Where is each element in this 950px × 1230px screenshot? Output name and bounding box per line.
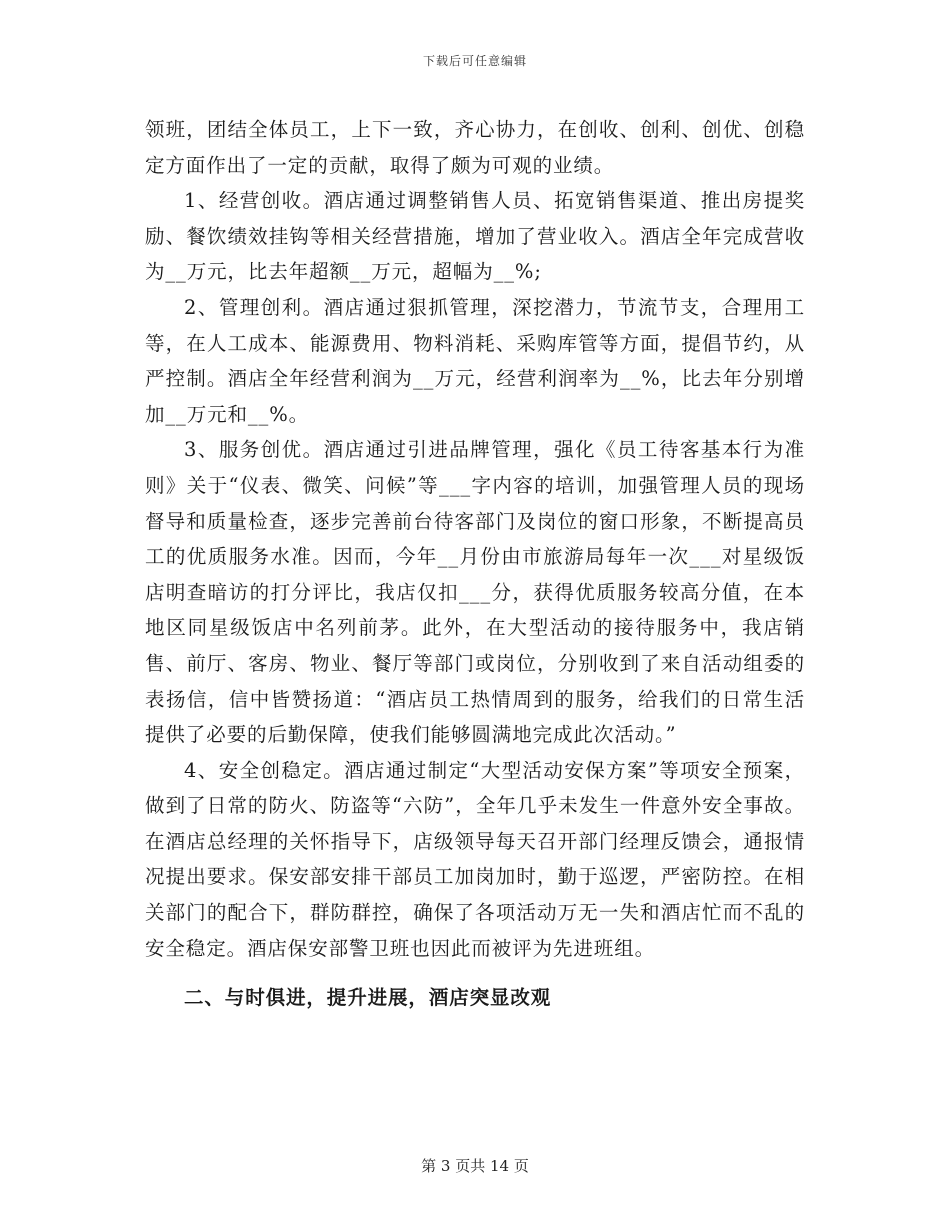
paragraph-continuation: 领班，团结全体员工，上下一致，齐心协力，在创收、创利、创优、创稳定方面作出了一定的贡献，取得了颇为可观的业绩。 — [145, 118, 805, 177]
page-number: 第 3 页共 14 页 — [421, 1157, 529, 1175]
paragraph-revenue: 1、经营创收。酒店通过调整销售人员、拓宽销售渠道、推出房提奖励、餐饮绩效挂钩等相关经营措施，增加了营业收入。酒店全年完成营收为__万元，比去年超额__万元，超幅为__%; — [145, 189, 805, 284]
section-heading: 二、与时俱进，提升进展，酒店突显改观 — [184, 986, 552, 1010]
paragraph-service: 3、服务创优。酒店通过引进品牌管理，强化《员工待客基本行为准则》关于“仪表、微笑、问候”等___字内容的培训，加强管理人员的现场督导和质量检查，逐步完善前台待客部门及岗位的窗口形象，不断提高员工的优质服务水准。因而，今年__月份由市旅游局每年一次___对星级饭店明查暗访的打分评比，我店仅扣___分，获得优质服务较高分值，在本地区同星级饭店中名列前茅。此外，在大型活动的接待服务中，我店销售、前厅、客房、物业、餐厅等部门或岗位，分别收到了来自活动组委的表扬信，信中皆赞扬道：“酒店员工热情周到的服务，给我们的日常生活提供了必要的后勤保障，使我们能够圆满地完成此次活动。” — [145, 438, 805, 747]
document-body — [145, 112, 805, 1016]
paragraph-safety: 4、安全创稳定。酒店通过制定“大型活动安保方案”等项安全预案，做到了日常的防火、防盗等“六防”，全年几乎未发生一件意外安全事故。在酒店总经理的关怀指导下，店级领导每天召开部门经理反馈会，通报情况提出要求。保安部安排干部员工加岗加时，勤于巡逻，严密防控。在相关部门的配合下，群防群控，确保了各项活动万无一失和酒店忙而不乱的安全稳定。酒店保安部警卫班也因此而被评为先进班组。 — [145, 758, 805, 960]
page-header: 下载后可任意编辑 — [422, 54, 527, 68]
paragraph-profit: 2、管理创利。酒店通过狠抓管理，深挖潜力，节流节支，合理用工等，在人工成本、能源费用、物料消耗、采购库管等方面，提倡节约，从严控制。酒店全年经营利润为__万元，经营利润率为__%，比去年分别增加__万元和__%。 — [145, 295, 805, 426]
